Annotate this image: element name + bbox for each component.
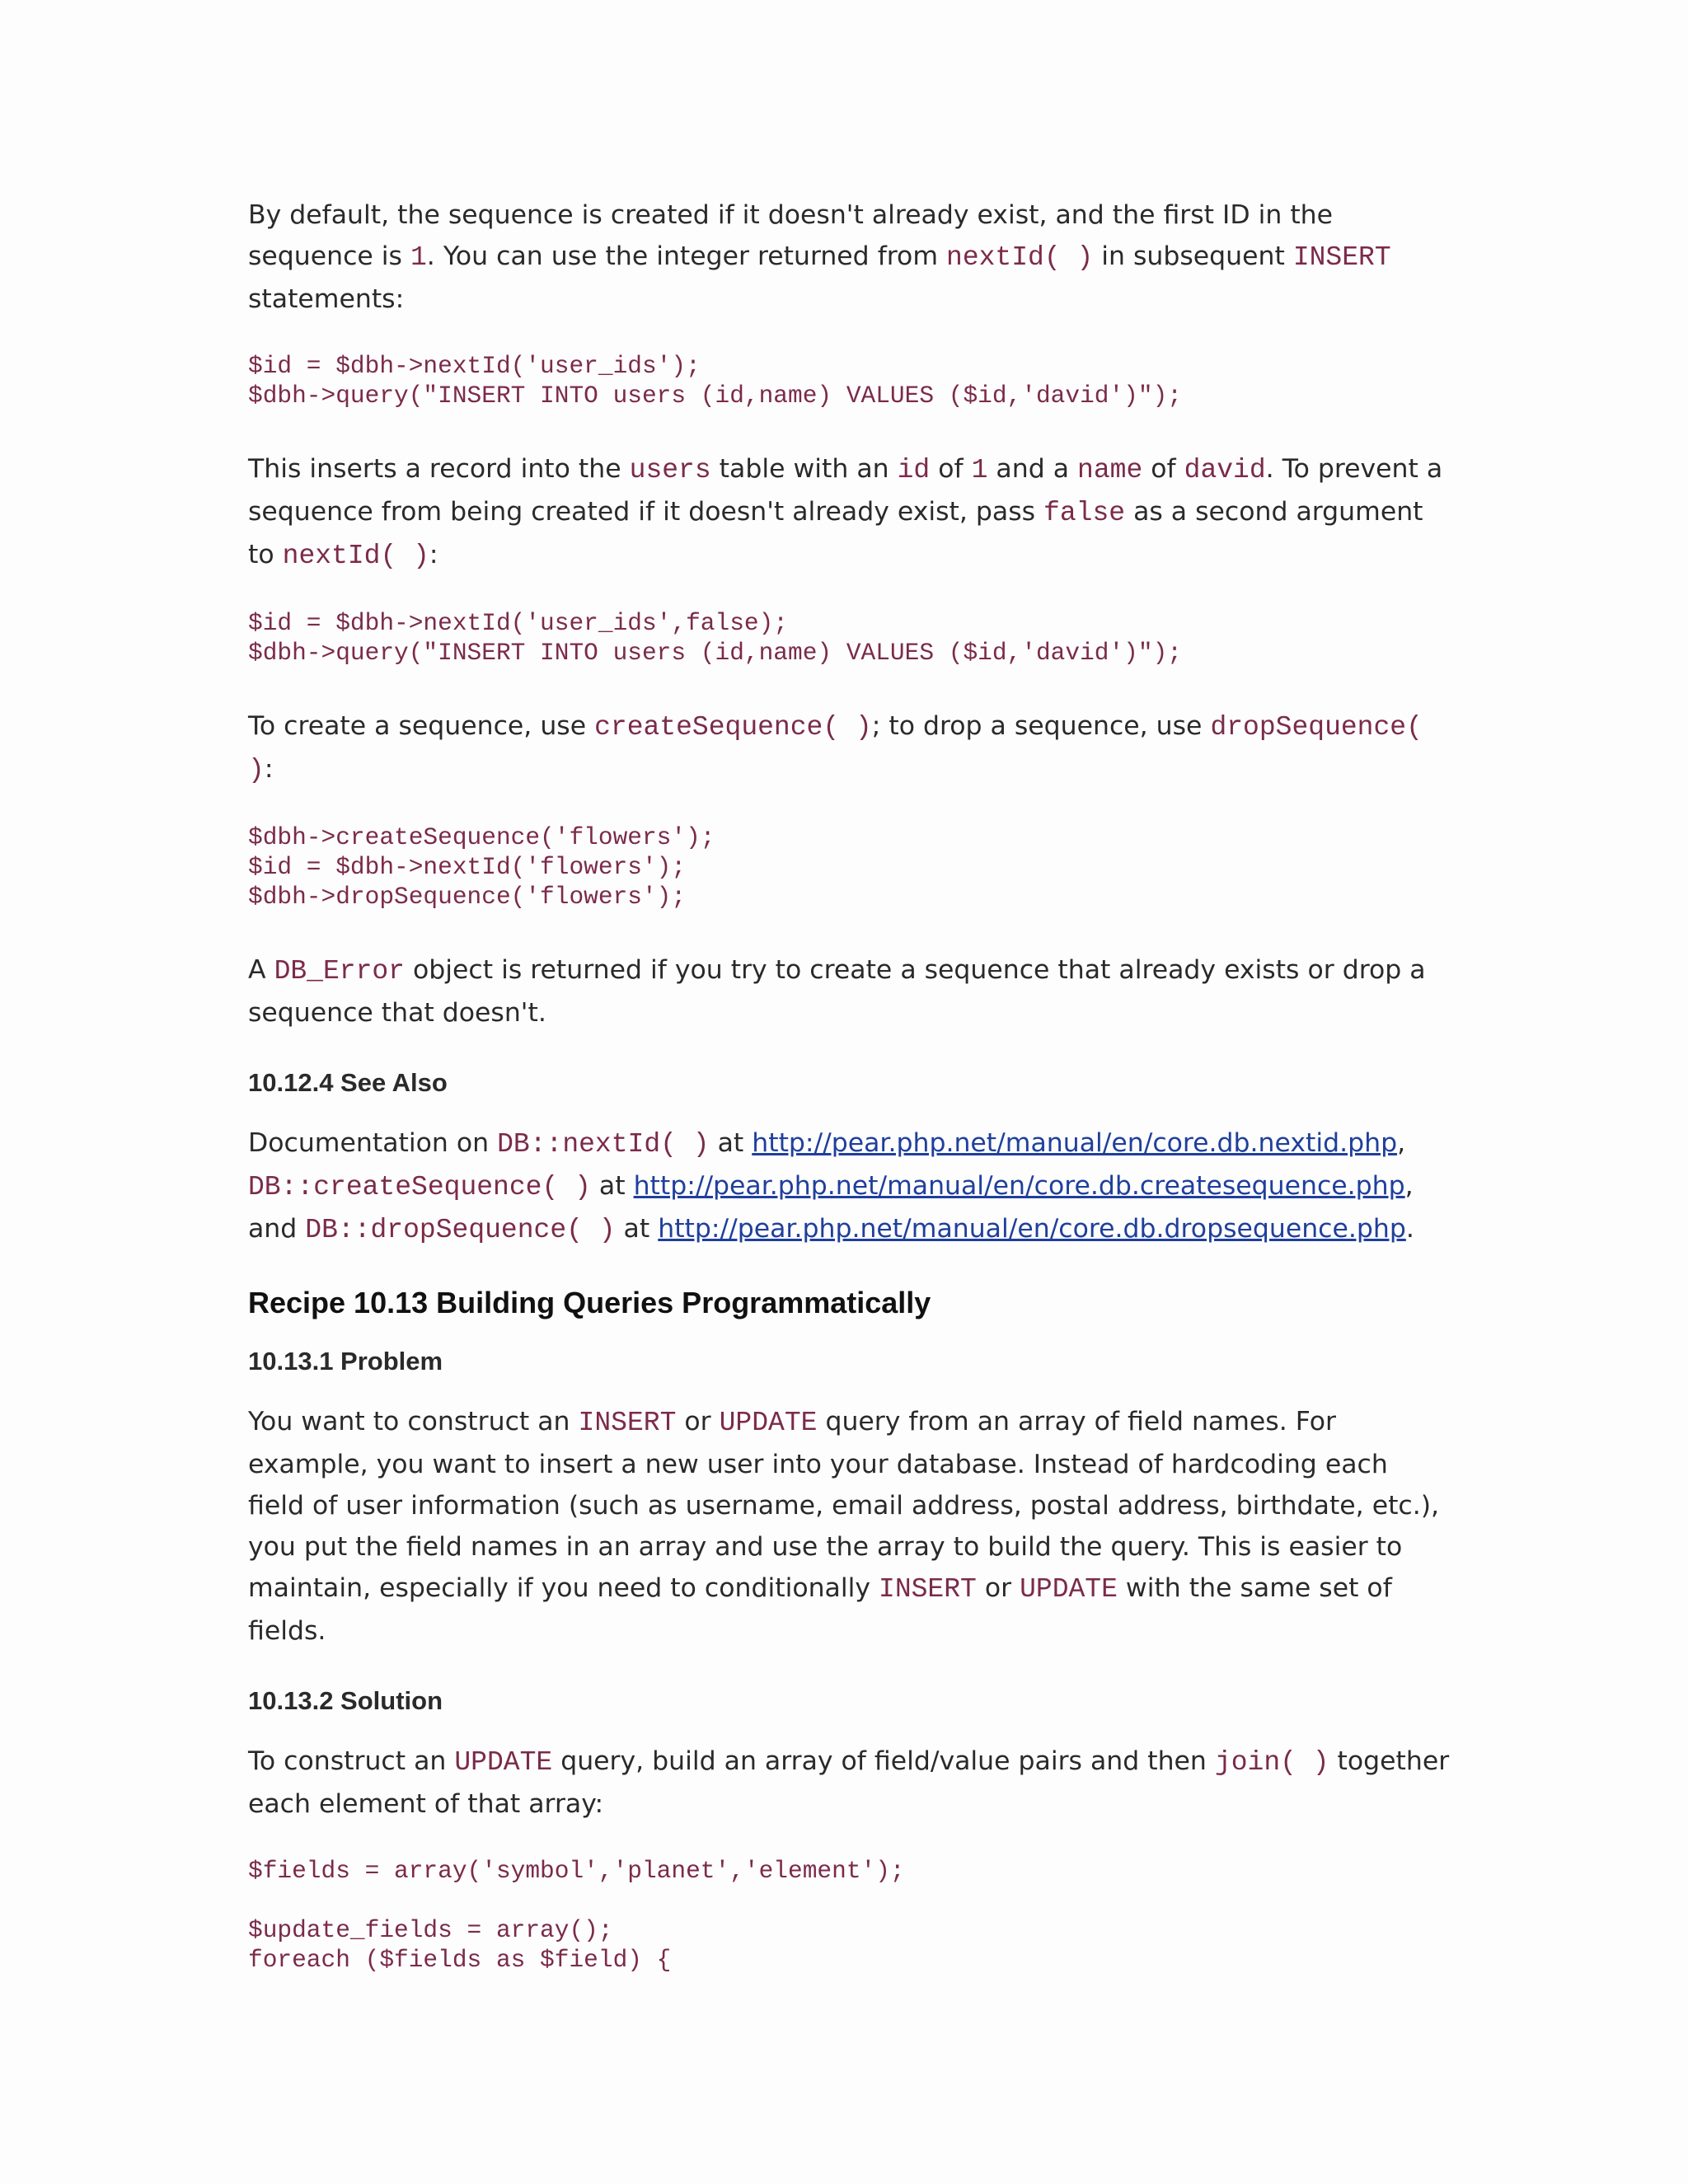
text: . You can use the integer returned from: [426, 241, 947, 271]
text: at: [709, 1128, 753, 1158]
text: , and: [248, 1171, 1414, 1244]
text: . To prevent a sequence from being created if it doesn't already exist, pass: [248, 454, 1443, 527]
text: query from an array of field names. For example, you want to insert a new user into your database. Instead of hardcoding each field of user information (such as username, email address, postal address, birthdate, etc.), you put the field names in an array and use the array to build the query. This is easier to maintain, especially if you need to conditionally: [248, 1407, 1440, 1603]
inline-code: nextId( ): [282, 541, 429, 571]
inline-code: DB::dropSequence( ): [305, 1215, 616, 1245]
inline-code: DB::createSequence( ): [248, 1172, 591, 1202]
inline-code: UPDATE: [454, 1747, 553, 1778]
inline-code: users: [629, 455, 711, 485]
code-block-nextid-false: $id = $dbh->nextId('user_ids',false); $dbh->query("INSERT INTO users (id,name) VALUES ($id,'david')");: [248, 609, 1182, 667]
inline-code: DB::nextId( ): [497, 1129, 710, 1160]
inline-code: id: [897, 455, 931, 485]
text: By default, the sequence is created if it doesn't already exist, and the first ID in the sequence is: [248, 200, 1334, 271]
link-dropsequence-docs[interactable]: http://pear.php.net/manual/en/core.db.dropsequence.php: [658, 1214, 1406, 1244]
text: at: [615, 1214, 659, 1244]
link-createsequence-docs[interactable]: http://pear.php.net/manual/en/core.db.createsequence.php: [633, 1171, 1405, 1201]
text: ; to drop a sequence, use: [871, 711, 1211, 741]
inline-code: INSERT: [578, 1408, 677, 1438]
text: together each element of that array:: [248, 1746, 1450, 1819]
paragraph-db-error: [248, 949, 1451, 1033]
text: To construct an: [248, 1746, 455, 1776]
text: Documentation on: [248, 1128, 498, 1158]
paragraph-sequence-default: [248, 194, 1451, 320]
inline-code: UPDATE: [1020, 1574, 1118, 1605]
inline-code: join( ): [1214, 1747, 1329, 1778]
text: :: [264, 754, 274, 784]
text: This inserts a record into the: [248, 454, 630, 484]
code-block-nextid: $id = $dbh->nextId('user_ids'); $dbh->query("INSERT INTO users (id,name) VALUES ($id,'david')");: [248, 352, 1182, 410]
text: A: [248, 955, 274, 985]
inline-code: DB_Error: [274, 956, 405, 987]
inline-code: dropSequence( ): [248, 712, 1423, 785]
inline-code: david: [1184, 455, 1266, 485]
paragraph-documentation: [248, 1122, 1451, 1251]
text: or: [676, 1407, 720, 1436]
paragraph-solution: [248, 1741, 1451, 1825]
inline-code: false: [1043, 498, 1126, 528]
heading-solution: 10.13.2 Solution: [248, 1686, 443, 1715]
text: object is returned if you try to create a sequence that already exists or drop a sequence that doesn't.: [248, 955, 1426, 1028]
text: .: [1405, 1214, 1414, 1244]
inline-code: UPDATE: [719, 1408, 818, 1438]
text: To create a sequence, use: [248, 711, 595, 741]
inline-code: 1: [971, 455, 988, 485]
inline-code: INSERT: [879, 1574, 977, 1605]
text: with the same set of fields.: [248, 1573, 1392, 1646]
inline-code: name: [1077, 455, 1143, 485]
text: query, build an array of field/value pairs and then: [552, 1746, 1215, 1776]
text: or: [976, 1573, 1020, 1603]
code-block-sequence: $dbh->createSequence('flowers'); $id = $dbh->nextId('flowers'); $dbh->dropSequence('flowers');: [248, 823, 715, 911]
paragraph-insert-record: [248, 448, 1451, 577]
text: table with an: [710, 454, 898, 484]
text: :: [429, 540, 438, 569]
page-content: [248, 194, 1451, 1975]
code-block-update-fields: $fields = array('symbol','planet','element'); $update_fields = array(); foreach ($fields as $field) {: [248, 1857, 905, 1974]
heading-see-also: 10.12.4 See Also: [248, 1068, 448, 1097]
paragraph-create-drop: [248, 705, 1451, 791]
text: in subsequent: [1093, 241, 1293, 271]
link-nextid-docs[interactable]: http://pear.php.net/manual/en/core.db.nextid.php: [752, 1128, 1398, 1158]
inline-code: 1: [410, 242, 427, 273]
text: statements:: [248, 284, 405, 314]
text: of: [1142, 454, 1184, 484]
text: of: [930, 454, 972, 484]
inline-code: INSERT: [1292, 242, 1391, 273]
inline-code: createSequence( ): [594, 712, 872, 743]
paragraph-problem: [248, 1401, 1451, 1652]
text: as a second argument to: [248, 497, 1423, 569]
text: at: [590, 1171, 634, 1201]
heading-problem: 10.13.1 Problem: [248, 1347, 443, 1376]
inline-code: nextId( ): [946, 242, 1094, 273]
heading-recipe: Recipe 10.13 Building Queries Programmatically: [248, 1286, 931, 1319]
text: ,: [1397, 1128, 1406, 1158]
text: You want to construct an: [248, 1407, 579, 1436]
text: and a: [987, 454, 1078, 484]
